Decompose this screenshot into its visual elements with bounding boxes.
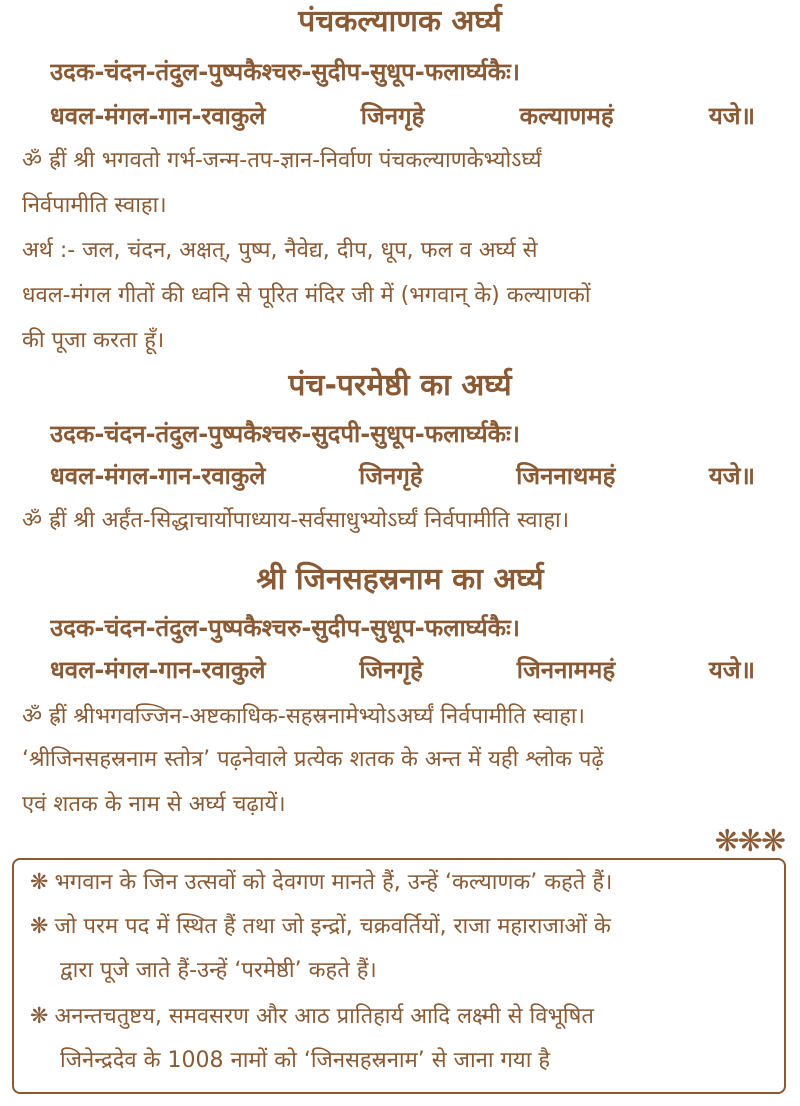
section1-meaning-line1: अर्थ :- जल, चंदन, अक्षत्, पुष्प, नैवेद्य, दीप, धूप, फल व अर्घ्य से [22,238,538,263]
verse-word: यजे॥ [708,656,755,684]
section2-title: पंच-परमेष्ठी का अर्घ्य [288,368,512,403]
note-text: जो परम पद में स्थित हैं तथा जो इन्द्रों, चक्रवर्तियों, राजा महाराजाओं के [54,914,611,939]
section3-verse-line2 [50,652,755,688]
note-text: भगवान के जिन उत्सवों को देवगण मानते हैं, उन्हें ‘कल्याणक’ कहते हैं। [54,870,613,895]
section1-meaning-line2: धवल-मंगल गीतों की ध्वनि से पूरित मंदिर जी में (भगवान् के) कल्याणकों [22,283,591,308]
section1-title: पंचकल्याणक अर्घ्य [298,4,502,39]
flower-bullet-icon: ❋ [30,870,49,895]
section3-note-line2: एवं शतक के नाम से अर्घ्य चढ़ायें। [22,792,286,817]
verse-word: धवल-मंगल-गान-रवाकुले [50,462,266,490]
section1-mantra-line2: निर्वपामीति स्वाहा। [22,193,167,218]
flower-bullet-icon: ❋ [30,1004,49,1029]
verse-word: यजे॥ [708,462,755,490]
verse-word: जिनगृहे [359,462,423,490]
note-item-2 [30,912,770,942]
section2-verse-line1: उदक-चंदन-तंदुल-पुष्पकैश्चरु-सुदपी-सुधूप-फलार्घ्यकैः। [50,420,520,448]
flower-bullet-icon: ❋ [30,914,49,939]
section3-verse-line1: उदक-चंदन-तंदुल-पुष्पकैश्चरु-सुदीप-सुधूप-फलार्घ्यकैः। [50,614,520,642]
notes-box [12,858,786,1094]
verse-word: धवल-मंगल-गान-रवाकुले [50,656,266,684]
verse-word: जिननाममहं [516,656,616,684]
verse-word: कल्याणमहं [519,102,614,130]
note-item-2-cont: द्वारा पूजे जाते हैं-उन्हें ‘परमेष्ठी’ कहते हैं। [60,958,377,983]
section1-verse-line2 [50,98,755,134]
verse-word: जिनगृहे [359,656,423,684]
section3-mantra-line1: ॐ ह्रीं श्रीभगवज्जिन-अष्टकाधिक-सहस्रनामेभ्योऽअर्घ्यं निर्वपामीति स्वाहा। [22,704,585,729]
section2-verse-line2 [50,458,755,494]
note-item-3 [30,1002,770,1032]
note-item-1 [30,868,770,898]
section3-title: श्री जिनसहस्रनाम का अर्घ्य [256,562,544,597]
section2-mantra-line1: ॐ ह्रीं श्री अर्हंत-सिद्धाचार्योपाध्याय-सर्वसाधुभ्योऽर्घ्यं निर्वपामीति स्वाहा। [22,508,570,533]
section1-meaning-line3: की पूजा करता हूँ। [22,328,165,353]
section1-mantra-line1: ॐ ह्रीं श्री भगवतो गर्भ-जन्म-तप-ज्ञान-निर्वाण पंचकल्याणकेभ्योऽर्घ्यं [22,148,542,173]
verse-word: यजे॥ [708,102,755,130]
verse-word: जिनगृहे [360,102,425,130]
note-item-3-cont: जिनेन्द्रदेव के 1008 नामों को ‘जिनसहस्रनाम’ से जाना गया है [60,1048,551,1073]
verse-word: जिननाथमहं [516,462,616,490]
section3-note-line1: ‘श्रीजिनसहस्रनाम स्तोत्र’ पढ़नेवाले प्रत्येक शतक के अन्त में यही श्लोक पढ़ें [22,747,604,772]
note-text: अनन्तचतुष्टय, समवसरण और आठ प्रातिहार्य आदि लक्ष्मी से विभूषित [54,1004,594,1029]
verse-word: धवल-मंगल-गान-रवाकुले [50,102,266,130]
section1-verse-line1: उदक-चंदन-तंदुल-पुष्पकैश्चरु-सुदीप-सुधूप-फलार्घ्यकैः। [50,58,520,86]
divider-stars: ❋❋❋ [714,824,784,859]
